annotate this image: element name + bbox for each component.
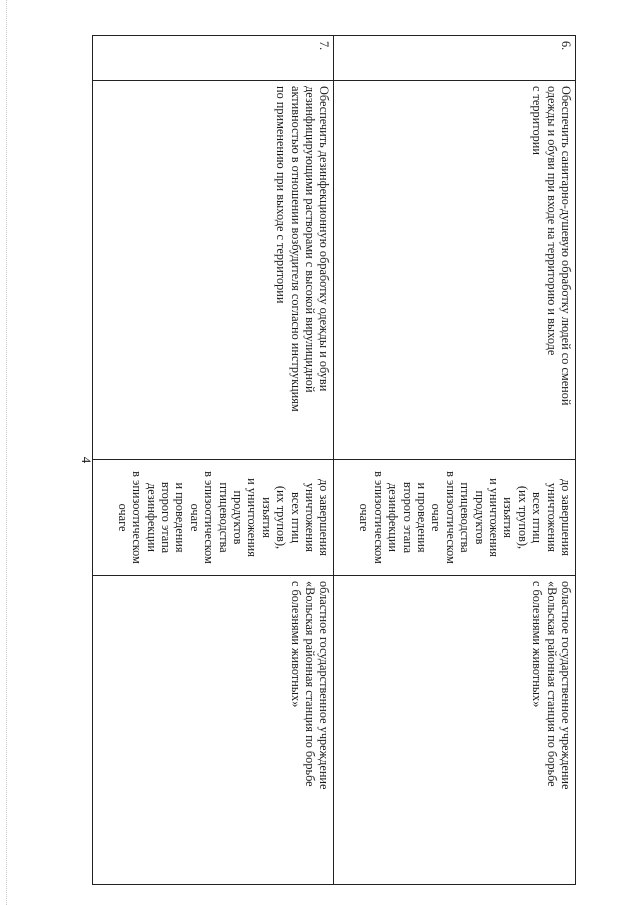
deadline-text-line: всех птиц <box>530 492 545 543</box>
responsible-cell <box>93 576 335 885</box>
row-number-cell: 7. <box>93 36 335 81</box>
deadline-text-line: очаге <box>357 503 372 532</box>
deadline-text-line: уничтожения <box>303 482 318 553</box>
responsible-text-line: «Вольская районная станция по борьбе <box>303 581 318 787</box>
deadline-text-line: и уничтожения <box>486 478 501 557</box>
measure-text-line: по применению при выходе с территории <box>274 86 289 304</box>
table-row <box>93 36 335 885</box>
deadline-text-line: продуктов <box>231 490 246 545</box>
measure-text-line: дезинфицирующими растворами с высокой вирулицидной <box>303 86 318 393</box>
measure-text-line: одежды и обуви при входе на территорию и выходе <box>544 86 559 356</box>
measure-cell <box>93 81 335 460</box>
deadline-text-line: очаге <box>429 503 444 532</box>
measure-text-line: Обеспечить дезинфекционную обработку одежды и обуви <box>317 86 332 392</box>
deadline-text-line: (их трупов), <box>274 485 289 550</box>
deadline-text-line: в эпизоотическом <box>371 471 386 564</box>
rotated-table-frame <box>92 35 576 885</box>
deadline-text-line: дезинфекции <box>144 482 159 553</box>
deadline-text-line: (их трупов), <box>515 485 530 550</box>
deadline-cell <box>334 460 576 576</box>
measure-text-line: Обеспечить санитарно-душевую обработку людей со сменой <box>559 86 573 406</box>
deadline-text-line: изъятия <box>501 497 516 538</box>
responsible-text-line: с болезнями животных» <box>530 581 545 708</box>
deadline-text-line: и проведения <box>414 482 429 553</box>
deadline-text-line: и проведения <box>173 482 188 553</box>
row-number-cell: 6. <box>334 36 576 81</box>
responsible-text-line: с болезнями животных» <box>288 581 303 708</box>
table-row <box>334 36 576 885</box>
deadline-text-line: до завершения <box>317 479 332 556</box>
page-number: 4 <box>79 456 94 464</box>
deadline-text-line: дезинфекции <box>386 482 401 553</box>
responsible-text-line: областное государственное учреждение <box>559 581 573 790</box>
deadline-text-line: в эпизоотическом <box>443 471 458 564</box>
deadline-text-line: изъятия <box>259 497 274 538</box>
deadline-text-line: очаге <box>187 503 202 532</box>
deadline-text-line: в эпизоотическом <box>130 471 145 564</box>
deadline-text-line: всех птиц <box>288 492 303 543</box>
deadline-cell <box>93 460 335 576</box>
deadline-text-line: птицеводства <box>216 482 231 553</box>
deadline-text-line: второго этапа <box>400 481 415 554</box>
responsible-cell <box>334 576 576 885</box>
measure-text-line: активностью в отношении возбудителя согласно инструкциям <box>288 86 303 412</box>
deadline-text-line: в эпизоотическом <box>202 471 217 564</box>
deadline-text-line: очаге <box>115 503 130 532</box>
deadline-text-line: и уничтожения <box>245 478 260 557</box>
deadline-text-line: птицеводства <box>458 482 473 553</box>
measures-table <box>92 35 576 885</box>
deadline-text-line: уничтожения <box>544 482 559 553</box>
measure-text-line: с территории <box>530 86 545 155</box>
deadline-text-line: продуктов <box>472 490 487 545</box>
responsible-text-line: областное государственное учреждение <box>317 581 332 790</box>
deadline-text-line: до завершения <box>559 479 573 556</box>
measure-cell <box>334 81 576 460</box>
responsible-text-line: «Вольская районная станция по борьбе <box>544 581 559 787</box>
scan-edge <box>0 0 7 905</box>
deadline-text-line: второго этапа <box>159 481 174 554</box>
